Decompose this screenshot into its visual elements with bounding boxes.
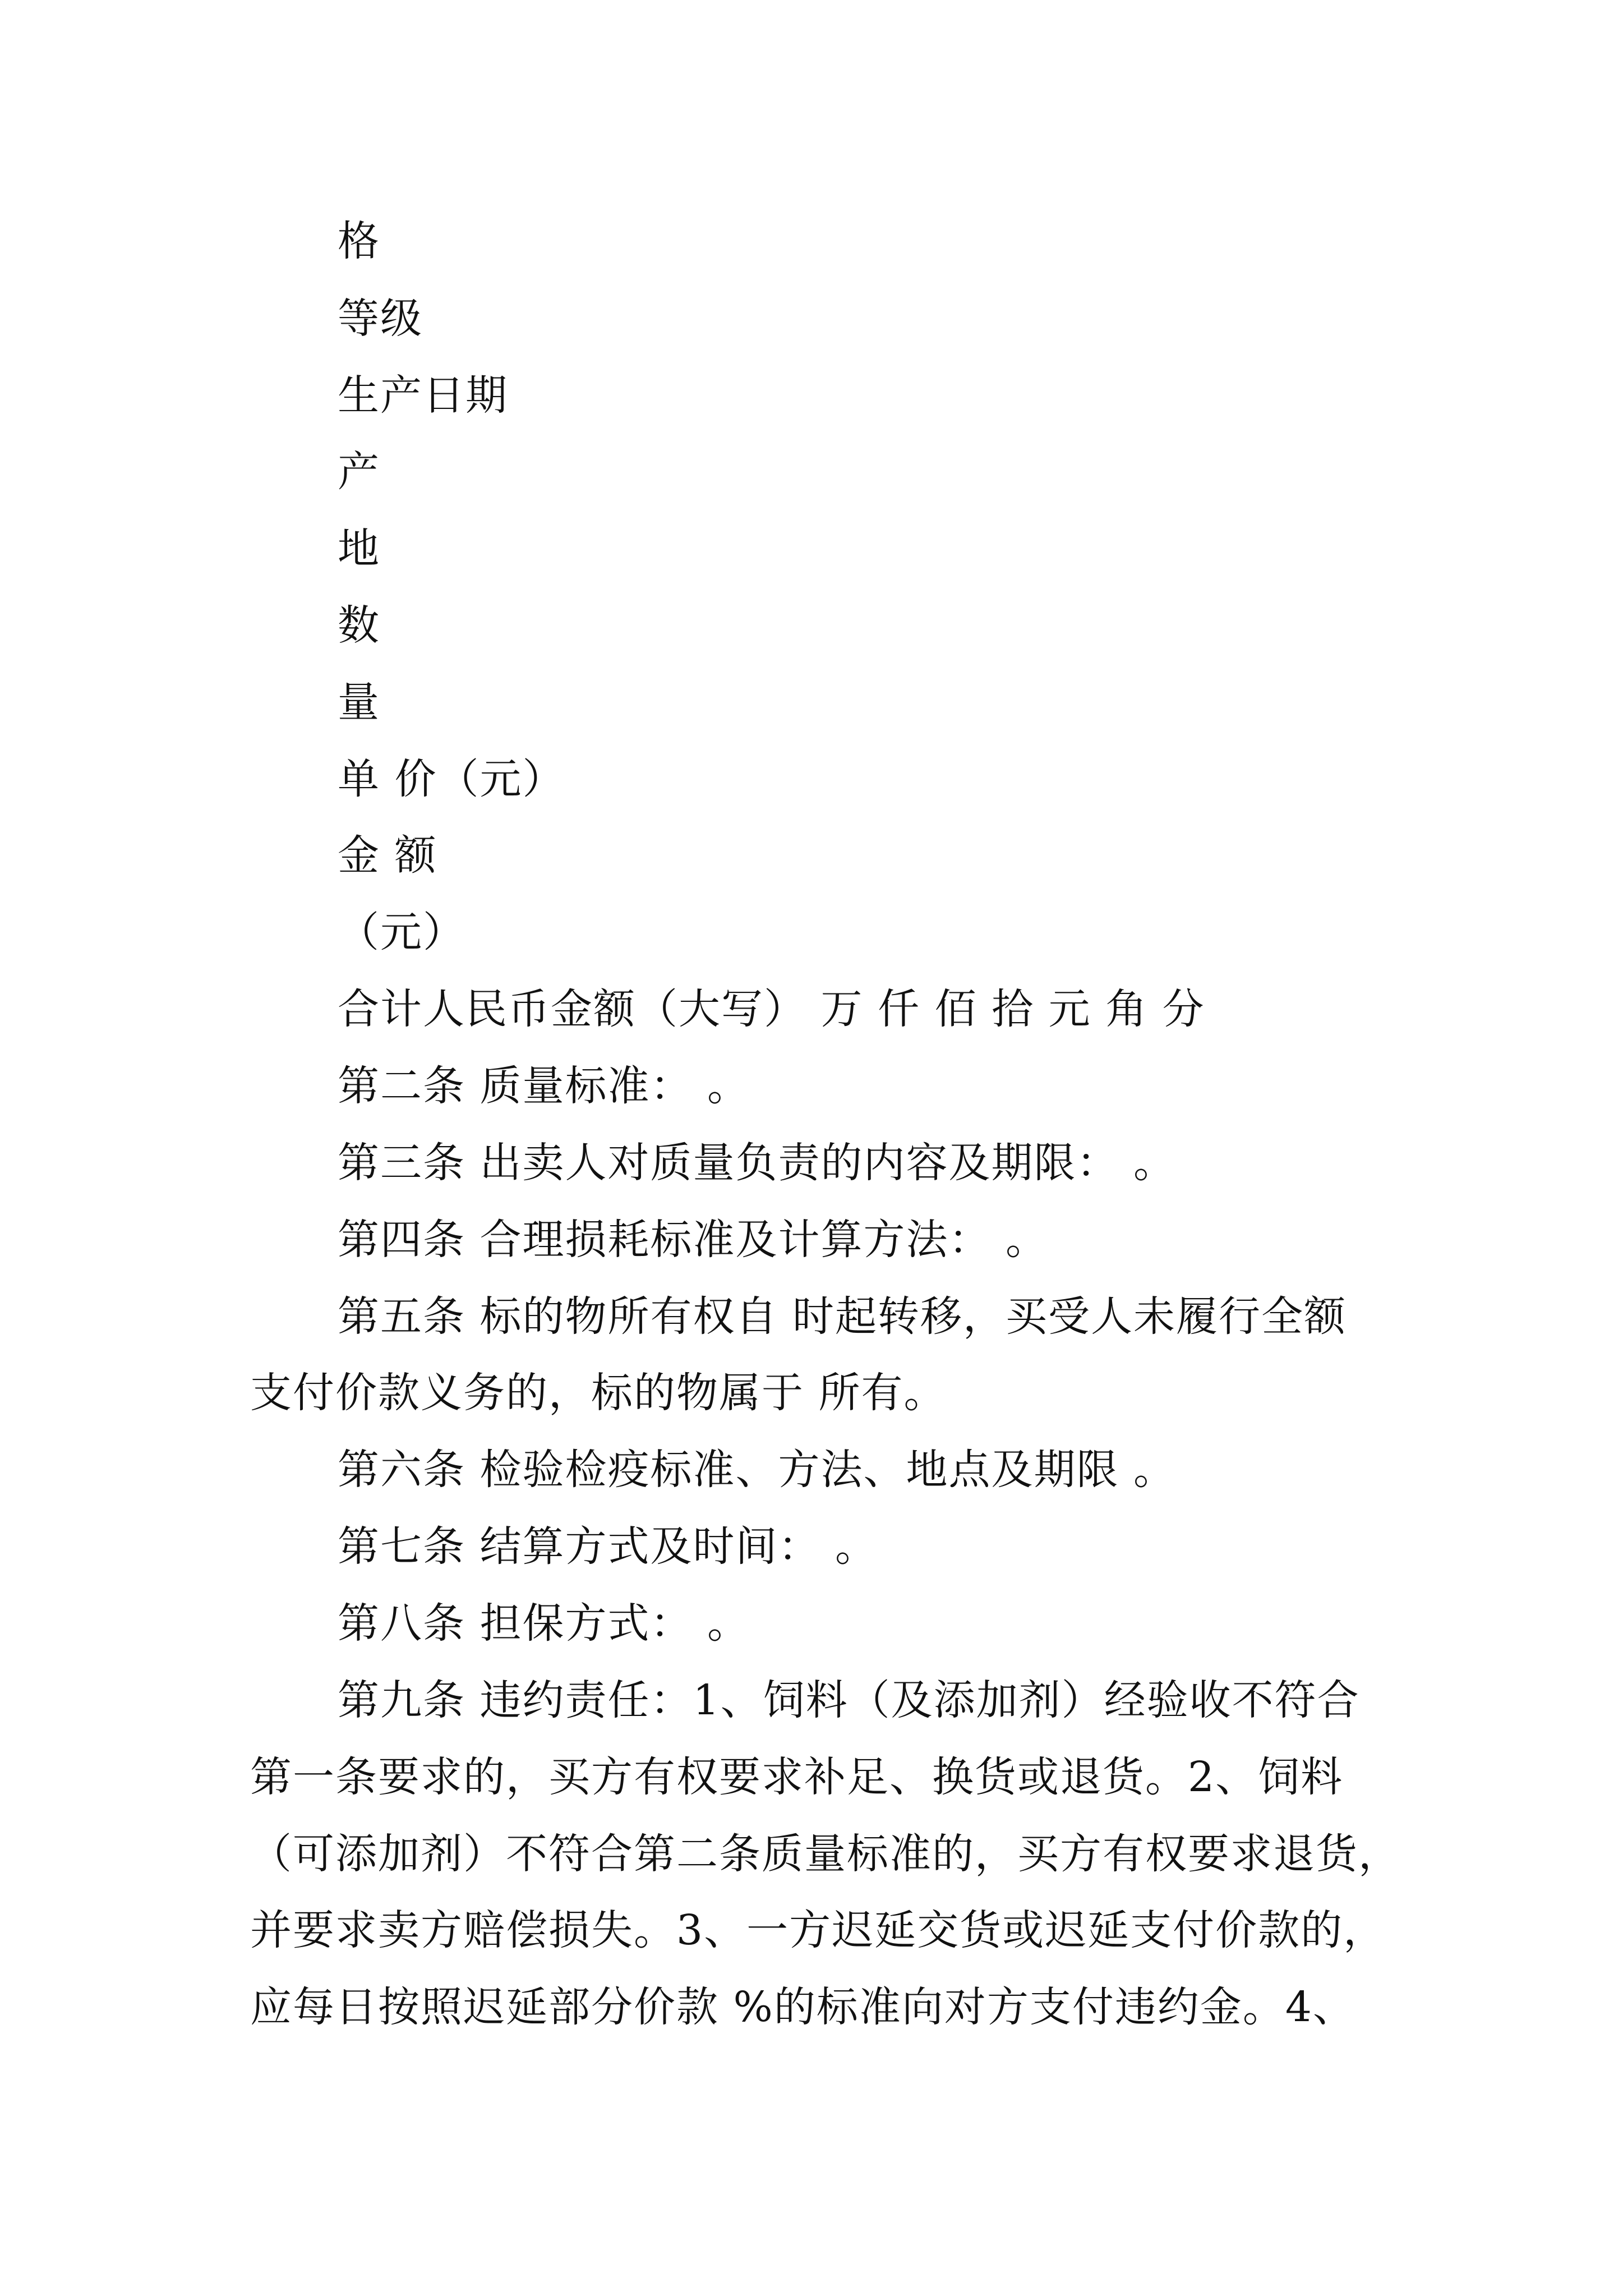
table-cell-quantity-2: 量 [338,678,380,726]
clause-9-line-1: 第九条 违约责任：1、饲料（及添加剂）经验收不符合 [338,1676,1360,1724]
clause-6: 第六条 检验检疫标准、方法、地点及期限 。 [338,1446,1177,1494]
clause-9-line-2: 第一条要求的，买方有权要求补足、换货或退货。2、饲料 [250,1753,1344,1801]
total-amount-line: 合计人民币金额（大写） 万 仟 佰 拾 元 角 分 [338,985,1205,1033]
table-cell-production-date: 生产日期 [338,371,508,420]
clause-5-line-1: 第五条 标的物所有权自 时起转移，买受人未履行全额 [338,1292,1347,1341]
clause-9-line-4: 并要求卖方赔偿损失。3、一方迟延交货或迟延支付价款的， [250,1906,1386,1954]
table-cell-quantity-1: 数 [338,601,380,650]
table-cell-origin-1: 产 [338,448,380,496]
table-cell-amount: 金 额 [338,831,437,880]
clause-8: 第八条 担保方式： 。 [338,1599,750,1648]
clause-4: 第四条 合理损耗标准及计算方法： 。 [338,1216,1049,1264]
table-cell-unit-price: 单 价（元） [338,755,565,803]
clause-9-line-3: （可添加剂）不符合第二条质量标准的，买方有权要求退货， [250,1830,1401,1878]
clause-9-line-5: 应每日按照迟延部分价款 %的标准向对方支付违约金。4、 [250,1983,1355,2031]
table-cell-grade: 等级 [338,295,423,343]
table-cell-amount-unit: （元） [338,908,465,956]
table-cell-spec: 格 [338,217,380,265]
clause-2: 第二条 质量标准： 。 [338,1062,750,1110]
clause-7: 第七条 结算方式及时间： 。 [338,1522,878,1571]
clause-5-line-2: 支付价款义务的，标的物属于 所有。 [250,1369,947,1417]
table-cell-origin-2: 地 [338,524,380,573]
clause-3: 第三条 出卖人对质量负责的内容及期限： 。 [338,1139,1177,1187]
